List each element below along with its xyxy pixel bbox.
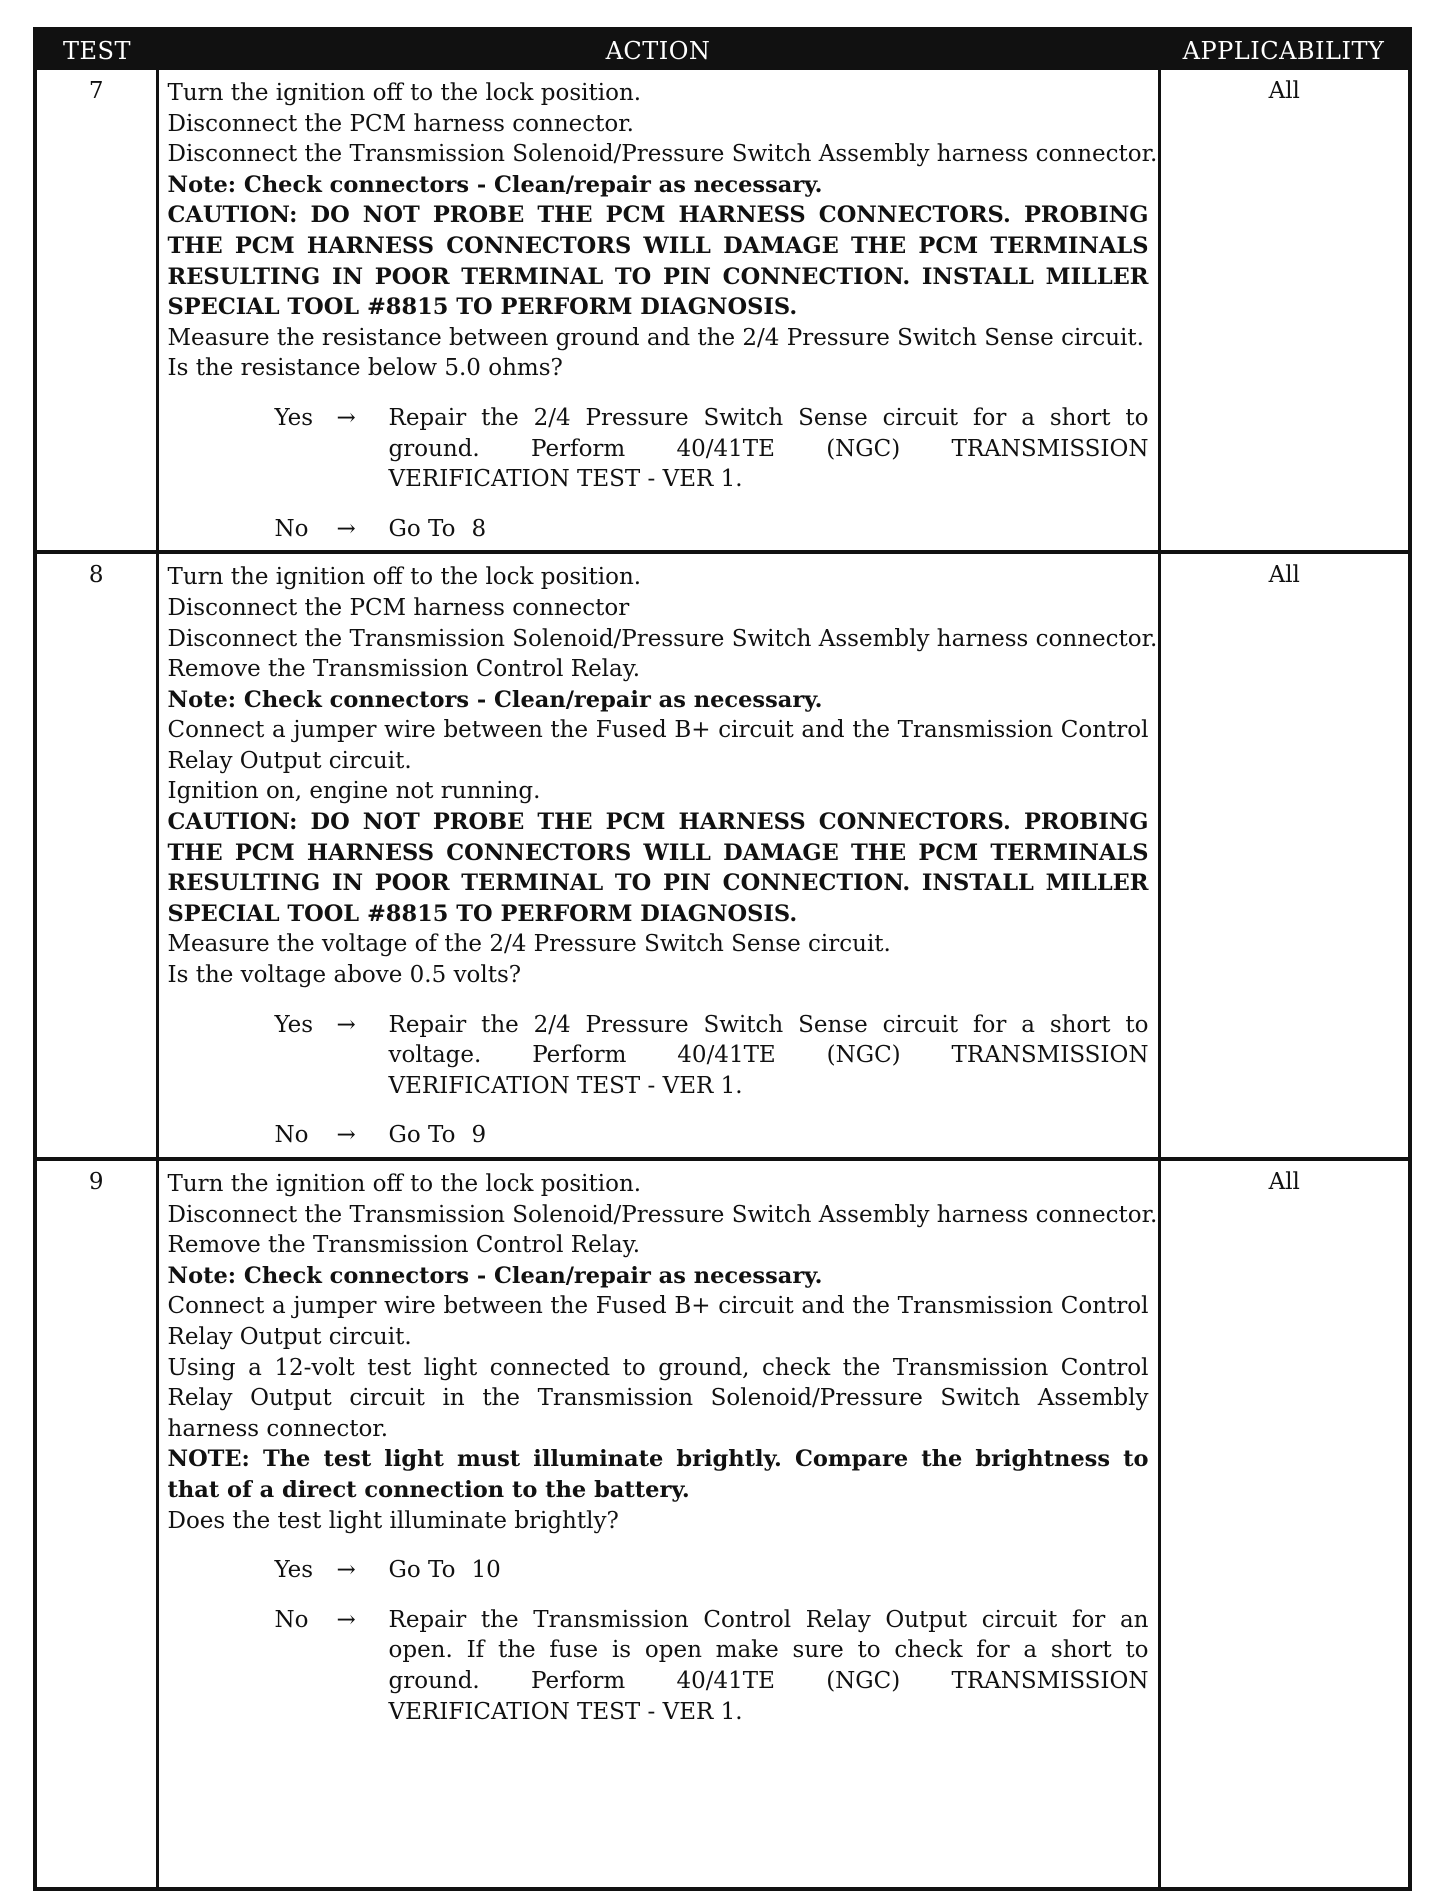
test-number: 8	[35, 552, 157, 1159]
action-step: Disconnect the PCM harness connector.	[167, 110, 634, 137]
caution-text: CAUTION: DO NOT PROBE THE PCM HARNESS CONNECTORS. PROBING THE PCM HARNESS CONNECTORS WILL DAMAGE THE PCM TERMINALS RESULTING IN POOR TERMINAL TO PIN CONNECTION. INSTALL MILLER SPECIAL TOOL #8815 TO PERFORM DIAGNOSIS.	[167, 809, 1149, 927]
test-number: 9	[35, 1159, 157, 1889]
question-text: Is the voltage above 0.5 volts?	[167, 962, 522, 989]
measure-step: Measure the resistance between ground and the 2/4 Pressure Switch Sense circuit.	[167, 324, 1144, 351]
arrow-icon: →	[336, 404, 356, 431]
action-cell	[157, 552, 1159, 1159]
no-text	[389, 1120, 1149, 1151]
note-text: Note: Check connectors - Clean/repair as necessary.	[167, 686, 823, 713]
applicability-value: All	[1159, 1159, 1410, 1889]
measure-step: Measure the voltage of the 2/4 Pressure Switch Sense circuit.	[167, 931, 891, 958]
no-label: No	[274, 1606, 309, 1633]
arrow-icon: →	[336, 515, 356, 542]
no-outcome	[168, 1605, 1149, 1727]
yes-outcome	[168, 1010, 1149, 1102]
action-step: Disconnect the PCM harness connector	[167, 594, 630, 621]
action-step: Turn the ignition off to the lock position.	[167, 80, 642, 106]
question-text: Is the resistance below 5.0 ohms?	[167, 355, 563, 382]
note-brightness-text: NOTE: The test light must illuminate brightly. Compare the brightness to that of a direct connection to the battery.	[167, 1446, 1149, 1503]
table-row-test-9	[35, 1159, 1410, 1889]
yes-label: Yes	[274, 404, 314, 431]
question-text: Does the test light illuminate brightly?	[167, 1507, 619, 1534]
note-text: Note: Check connectors - Clean/repair as necessary.	[167, 1262, 823, 1289]
action-cell	[157, 70, 1159, 552]
arrow-icon: →	[336, 1011, 356, 1038]
table-row-test-7	[35, 70, 1410, 552]
testlight-step: Using a 12-volt test light connected to ground, check the Transmission Control Relay Output circuit in the Transmission Solenoid/Pressure Switch Assembly harness connector.	[167, 1354, 1149, 1442]
action-step: Disconnect the Transmission Solenoid/Pressure Switch Assembly harness connector.	[167, 625, 1158, 652]
header-action: ACTION	[157, 29, 1159, 70]
table-header-row	[35, 29, 1410, 70]
goto-test-link[interactable]: 9	[471, 1122, 487, 1149]
arrow-icon: →	[336, 1557, 356, 1584]
arrow-icon: →	[336, 1606, 356, 1633]
no-label: No	[274, 515, 309, 542]
goto-test-link[interactable]: 8	[471, 515, 487, 542]
yes-text: Repair the 2/4 Pressure Switch Sense circuit for a short to voltage. Perform 40/41TE (NGC) TRANSMISSION VERIFICATION TEST - VER 1.	[388, 1011, 1149, 1099]
action-cell	[157, 1159, 1159, 1889]
yes-outcome	[168, 403, 1149, 495]
jumper-step: Connect a jumper wire between the Fused B+ circuit and the Transmission Control Relay Output circuit.	[167, 1293, 1149, 1350]
arrow-icon: →	[336, 1122, 356, 1149]
jumper-step: Connect a jumper wire between the Fused B+ circuit and the Transmission Control Relay Output circuit.	[167, 717, 1149, 774]
action-step: Remove the Transmission Control Relay.	[167, 1232, 640, 1259]
table-row-test-8	[35, 552, 1410, 1159]
caution-text: CAUTION: DO NOT PROBE THE PCM HARNESS CONNECTORS. PROBING THE PCM HARNESS CONNECTORS WILL DAMAGE THE PCM TERMINALS RESULTING IN POOR TERMINAL TO PIN CONNECTION. INSTALL MILLER SPECIAL TOOL #8815 TO PERFORM DIAGNOSIS.	[167, 202, 1149, 321]
yes-text: Repair the 2/4 Pressure Switch Sense circuit for a short to ground. Perform 40/41TE (NGC) TRANSMISSION VERIFICATION TEST - VER 1.	[388, 404, 1149, 493]
yes-label: Yes	[274, 1011, 314, 1038]
applicability-value: All	[1268, 78, 1300, 104]
yes-label: Yes	[274, 1557, 314, 1584]
goto-label: Go To	[388, 515, 456, 542]
no-label: No	[274, 1122, 309, 1149]
diagnostic-test-table	[33, 27, 1412, 1891]
goto-label: Go To	[388, 1557, 456, 1584]
test-number: 7	[88, 78, 104, 104]
no-text: Repair the Transmission Control Relay Output circuit for an open. If the fuse is open make sure to check for a short to ground. Perform 40/41TE (NGC) TRANSMISSION VERIFICATION TEST - VER 1.	[388, 1606, 1149, 1725]
action-step: Turn the ignition off to the lock position.	[167, 564, 642, 591]
no-text	[389, 514, 1149, 545]
no-outcome	[168, 1120, 1149, 1151]
action-step: Disconnect the Transmission Solenoid/Pressure Switch Assembly harness connector.	[167, 141, 1158, 168]
goto-test-link[interactable]: 10	[471, 1557, 501, 1584]
applicability-value: All	[1159, 552, 1410, 1159]
header-applicability: APPLICABILITY	[1159, 29, 1410, 70]
goto-label: Go To	[388, 1122, 456, 1149]
yes-outcome	[168, 1555, 1149, 1586]
note-text: Note: Check connectors - Clean/repair as necessary.	[167, 171, 823, 198]
yes-text	[389, 1555, 1149, 1586]
action-step: Turn the ignition off to the lock position.	[167, 1171, 642, 1197]
header-test: TEST	[35, 29, 157, 70]
ignition-step: Ignition on, engine not running.	[167, 778, 541, 805]
action-step: Disconnect the Transmission Solenoid/Pressure Switch Assembly harness connector.	[167, 1201, 1158, 1228]
no-outcome	[168, 514, 1149, 545]
action-step: Remove the Transmission Control Relay.	[167, 656, 640, 683]
